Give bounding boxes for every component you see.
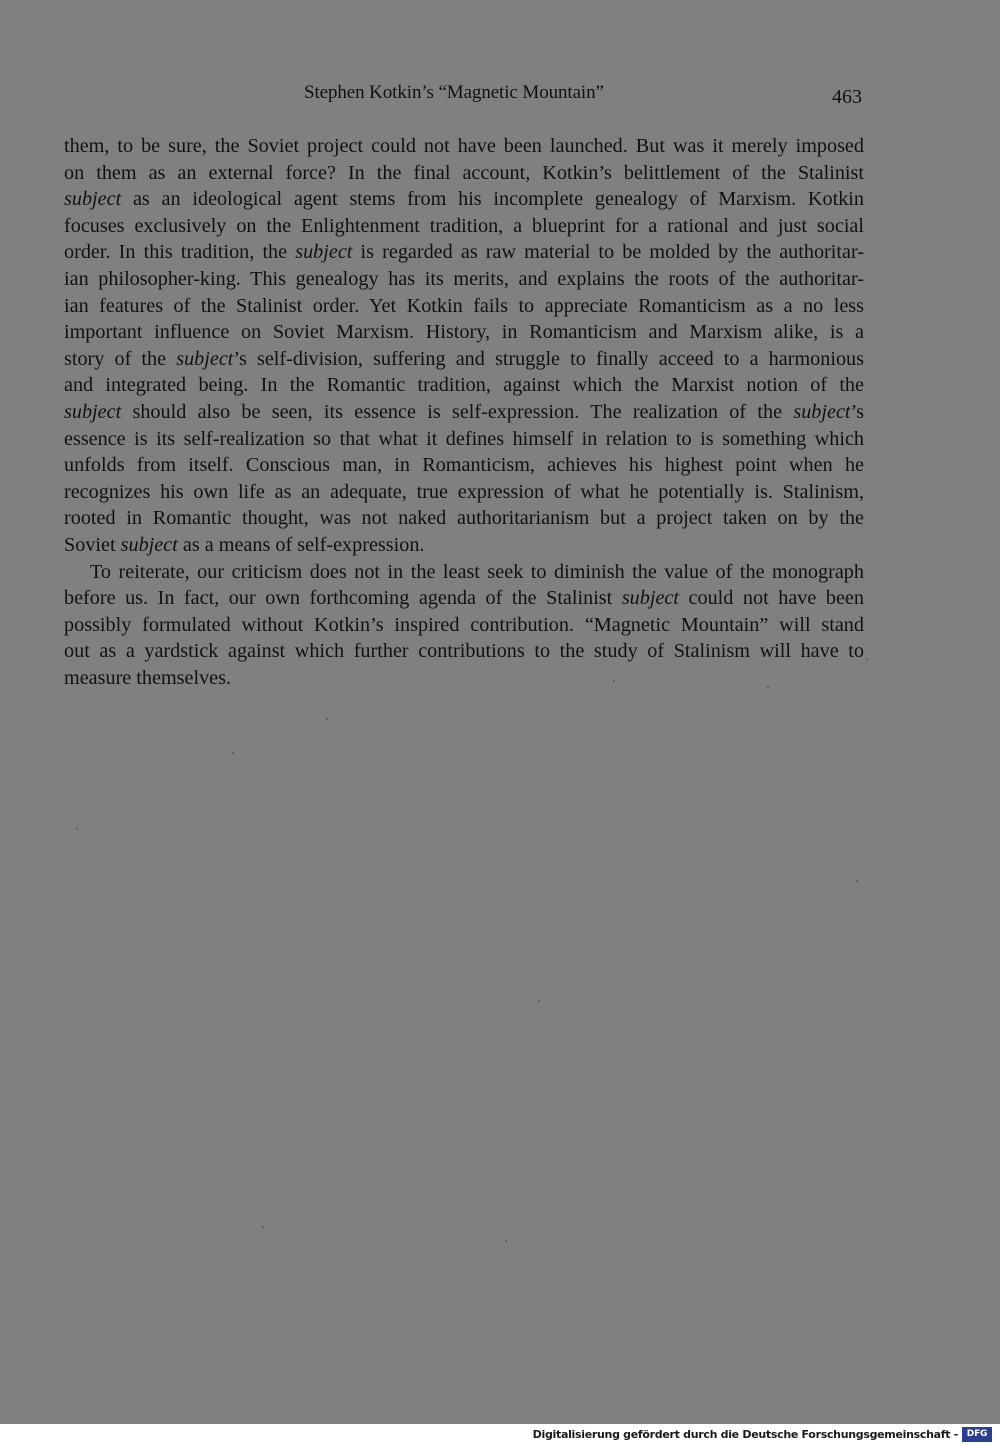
scan-speck xyxy=(767,686,769,688)
text-line xyxy=(64,399,864,426)
italic-text-segment: subject xyxy=(295,241,353,264)
text-segment: is regarded as raw material to be molded by the authoritar- xyxy=(352,241,864,264)
italic-text-segment: subject xyxy=(120,533,178,556)
text-segment: story of the xyxy=(64,347,177,370)
scan-speck xyxy=(326,718,328,720)
italic-text-segment: subject xyxy=(621,587,679,610)
scan-speck xyxy=(613,680,615,682)
text-segment: before us. In fact, our own forthcoming agenda of the Stalinist xyxy=(64,587,622,610)
text-segment: important influence on Soviet Marxism. History, in Romanticism and Marxism alike, is a xyxy=(64,321,864,344)
text-line xyxy=(64,319,864,346)
scan-speck xyxy=(505,1240,507,1242)
text-line xyxy=(64,612,864,639)
text-segment: To reiterate, our criticism does not in the least seek to diminish the value of the monograph xyxy=(90,560,864,583)
text-line xyxy=(64,426,864,453)
scan-speck xyxy=(262,1226,264,1228)
dfg-logo: DFG xyxy=(962,1427,992,1442)
text-segment: order. In this tradition, the xyxy=(64,241,296,264)
text-line xyxy=(64,505,864,532)
text-segment: measure themselves. xyxy=(64,666,232,689)
text-segment: essence is its self-realization so that what it defines himself in relation to is something which xyxy=(64,427,864,450)
body-text xyxy=(64,133,864,691)
digitization-footer xyxy=(0,1424,1000,1446)
text-segment: rooted in Romantic thought, was not naked authoritarianism but a project taken on by the xyxy=(64,507,864,530)
running-head xyxy=(0,82,1000,112)
text-line xyxy=(64,452,864,479)
text-line xyxy=(64,133,864,160)
text-segment: and integrated being. In the Romantic tradition, against which the Marxist notion of the xyxy=(64,374,864,397)
text-segment: ’s self-division, suffering and struggle to finally acceed to a harmonious xyxy=(233,347,864,370)
text-line xyxy=(64,160,864,187)
text-line xyxy=(64,293,864,320)
text-line xyxy=(64,585,864,612)
text-line xyxy=(64,372,864,399)
text-segment: possibly formulated without Kotkin’s inspired contribution. “Magnetic Mountain” will stand xyxy=(64,613,864,636)
text-line xyxy=(64,239,864,266)
text-line xyxy=(64,213,864,240)
text-segment: Soviet xyxy=(64,533,121,556)
text-segment: as a means of self-expression. xyxy=(177,533,425,556)
italic-text-segment: subject xyxy=(176,347,234,370)
text-segment: unfolds from itself. Conscious man, in Romanticism, achieves his highest point when he xyxy=(64,454,864,477)
text-line xyxy=(64,186,864,213)
scan-speck xyxy=(232,752,234,754)
text-line xyxy=(64,665,864,692)
text-segment: focuses exclusively on the Enlightenment tradition, a blueprint for a rational and just social xyxy=(64,214,864,237)
text-line xyxy=(64,346,864,373)
text-segment: ian philosopher-king. This genealogy has its merits, and explains the roots of the authoritar- xyxy=(64,267,864,290)
text-line xyxy=(64,559,864,586)
text-segment: on them as an external force? In the final account, Kotkin’s belittlement of the Stalinist xyxy=(64,161,864,184)
scan-speck xyxy=(866,658,868,660)
text-segment: as an ideological agent stems from his incomplete genealogy of Marxism. Kotkin xyxy=(121,188,864,211)
text-segment: ’s xyxy=(850,400,864,423)
scan-speck xyxy=(76,828,78,830)
page-number: 463 xyxy=(832,86,862,108)
scan-speck xyxy=(538,1000,540,1002)
italic-text-segment: subject xyxy=(64,188,122,211)
digitization-credit: Digitalisierung gefördert durch die Deutsche Forschungsgemeinschaft - xyxy=(532,1428,958,1441)
text-line xyxy=(64,532,864,559)
text-segment: out as a yardstick against which further contributions to the study of Stalinism will have to xyxy=(64,640,864,663)
text-segment: them, to be sure, the Soviet project could not have been launched. But was it merely imposed xyxy=(64,135,864,157)
text-segment: recognizes his own life as an adequate, true expression of what he potentially is. Stalinism, xyxy=(64,480,864,503)
text-segment: should also be seen, its essence is self-expression. The realization of the xyxy=(121,400,794,423)
text-line xyxy=(64,266,864,293)
text-segment: ian features of the Stalinist order. Yet Kotkin fails to appreciate Romanticism as a no less xyxy=(64,294,864,317)
text-line xyxy=(64,638,864,665)
running-title: Stephen Kotkin’s “Magnetic Mountain” xyxy=(304,82,604,103)
text-line xyxy=(64,479,864,506)
italic-text-segment: subject xyxy=(793,400,851,423)
scan-speck xyxy=(856,880,858,882)
text-segment: could not have been xyxy=(679,587,864,610)
italic-text-segment: subject xyxy=(64,400,122,423)
